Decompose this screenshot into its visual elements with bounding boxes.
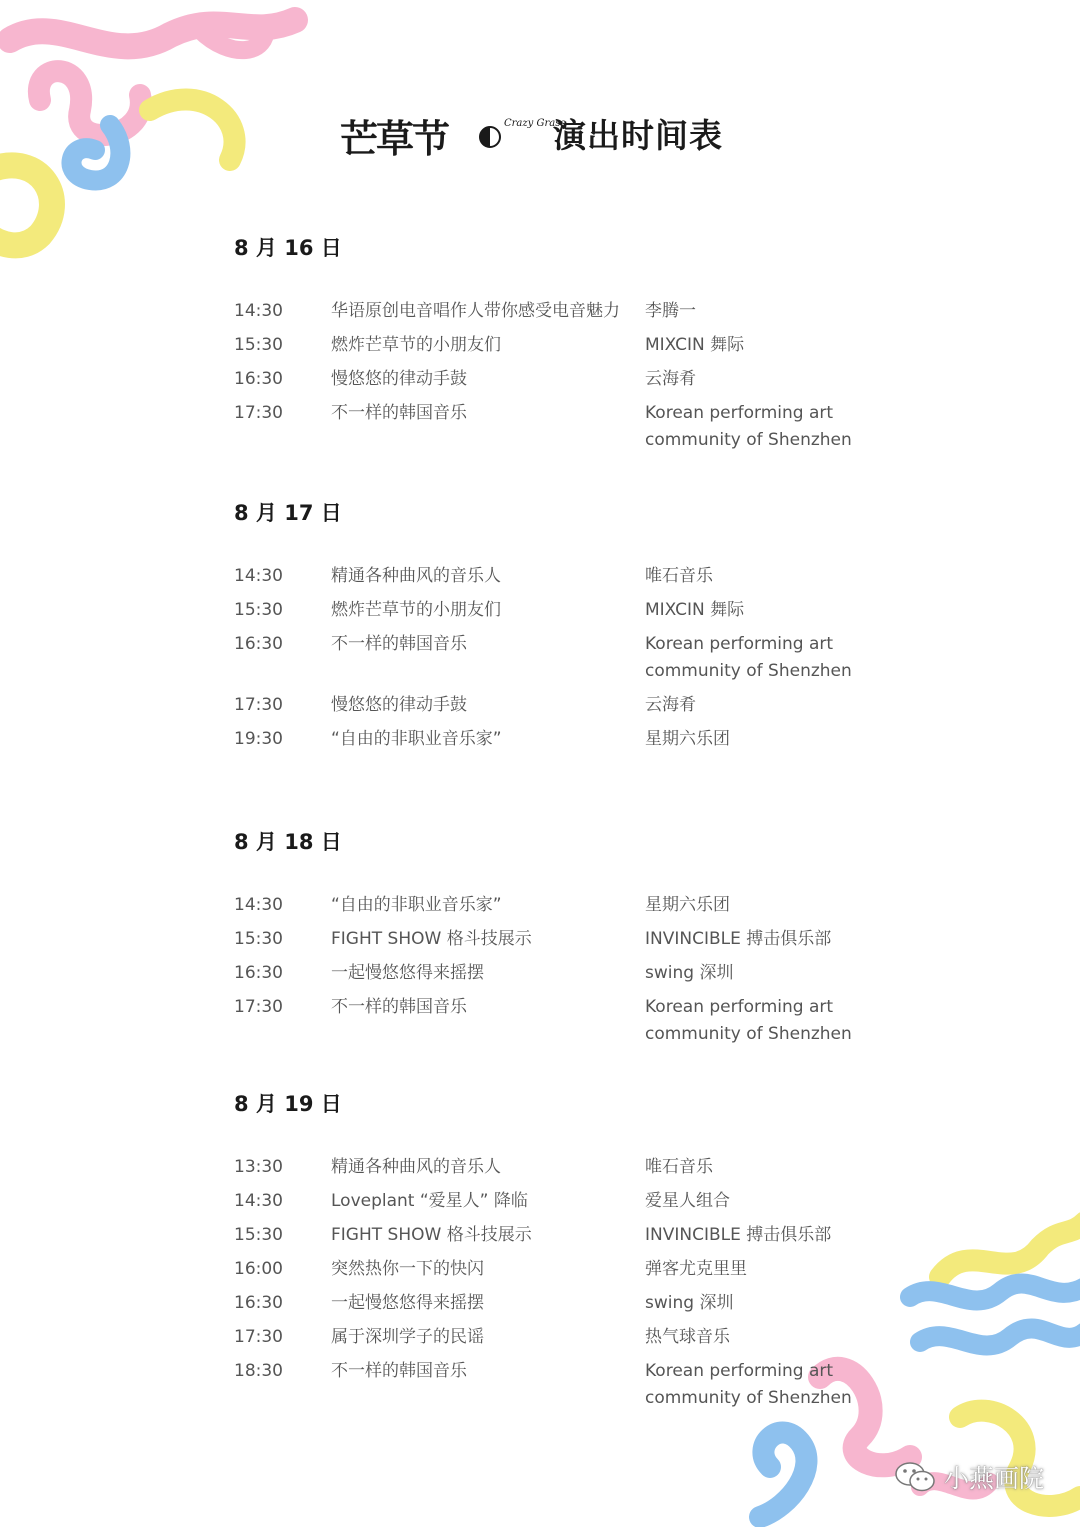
row-time: 13:30 [234,1157,283,1177]
schedule-row [234,1256,934,1283]
row-performer: MIXCIN 舞际 [645,335,745,355]
row-program: 不一样的韩国音乐 [331,403,467,423]
page-header [0,96,1080,166]
row-performer: 云海肴 [645,369,696,389]
schedule-row [234,631,934,685]
row-time: 16:30 [234,634,283,654]
row-program: FIGHT SHOW 格斗技展示 [331,929,532,949]
row-performer: 唯石音乐 [645,566,713,586]
row-time: 17:30 [234,403,283,423]
row-performer: Korean performing art community of Shenzhen [645,634,852,681]
row-program: 突然热你一下的快闪 [331,1259,484,1279]
row-program: 华语原创电音唱作人带你感受电音魅力 [331,301,620,321]
row-time: 14:30 [234,301,283,321]
schedule-row [234,994,934,1048]
schedule-row [234,1324,934,1351]
row-time: 17:30 [234,997,283,1017]
schedule-row [234,1358,934,1412]
festival-logo-text: 芒草节 [340,117,449,161]
schedule-row [234,597,934,624]
row-time: 14:30 [234,895,283,915]
row-performer: swing 深圳 [645,963,734,983]
row-performer: INVINCIBLE 搏击俱乐部 [645,929,832,949]
day-date: 8 月 19 日 [234,1092,342,1116]
schedule-row [234,563,934,590]
row-performer: swing 深圳 [645,1293,734,1313]
schedule-row [234,1290,934,1317]
schedule-row [234,1222,934,1249]
row-program: “自由的非职业音乐家” [331,895,502,915]
row-performer: 弹客尤克里里 [645,1259,747,1279]
row-time: 18:30 [234,1361,283,1381]
schedule-day-3 [234,826,934,1055]
row-time: 15:30 [234,335,283,355]
row-performer: 李腾一 [645,301,696,321]
row-performer: 星期六乐团 [645,729,730,749]
row-program: 精通各种曲风的音乐人 [331,566,501,586]
schedule-day-4 [234,1088,934,1419]
wechat-icon [894,1460,936,1494]
schedule-row [234,960,934,987]
schedule-day-2 [234,497,934,760]
row-time: 16:30 [234,369,283,389]
schedule-row [234,726,934,753]
row-time: 15:30 [234,600,283,620]
schedule-row [234,926,934,953]
schedule-row [234,332,934,359]
row-program: FIGHT SHOW 格斗技展示 [331,1225,532,1245]
row-program: 一起慢悠悠得来摇摆 [331,963,484,983]
row-program: 不一样的韩国音乐 [331,1361,467,1381]
watermark [894,1459,1044,1495]
row-performer: 云海肴 [645,695,696,715]
row-performer: Korean performing art community of Shenzhen [645,1361,852,1408]
schedule-row [234,366,934,393]
schedule-row [234,298,934,325]
row-time: 15:30 [234,1225,283,1245]
row-performer: INVINCIBLE 搏击俱乐部 [645,1225,832,1245]
watermark-text: 小燕画院 [943,1464,1044,1493]
row-program: 不一样的韩国音乐 [331,634,467,654]
schedule-row [234,1154,934,1181]
row-time: 14:30 [234,1191,283,1211]
schedule-row [234,1188,934,1215]
row-time: 17:30 [234,1327,283,1347]
row-time: 15:30 [234,929,283,949]
schedule-row [234,400,934,454]
festival-logo-script: Crazy Grass [504,118,566,129]
festival-logo-mark [478,110,566,150]
row-performer: 爱星人组合 [645,1191,730,1211]
row-time: 14:30 [234,566,283,586]
row-time: 16:30 [234,1293,283,1313]
row-time: 19:30 [234,729,283,749]
day-date: 8 月 18 日 [234,830,342,854]
page-title: 演出时间表 [553,116,723,155]
row-program: 属于深圳学子的民谣 [331,1327,484,1347]
row-program: 不一样的韩国音乐 [331,997,467,1017]
row-program: “自由的非职业音乐家” [331,729,502,749]
row-performer: 唯石音乐 [645,1157,713,1177]
row-program: 燃炸芒草节的小朋友们 [331,335,501,355]
row-time: 16:00 [234,1259,283,1279]
schedule-row [234,692,934,719]
row-program: 一起慢悠悠得来摇摆 [331,1293,484,1313]
row-program: Loveplant “爱星人” 降临 [331,1191,528,1211]
row-program: 慢悠悠的律动手鼓 [331,695,467,715]
row-performer: 热气球音乐 [645,1327,730,1347]
row-program: 燃炸芒草节的小朋友们 [331,600,501,620]
row-time: 16:30 [234,963,283,983]
row-time: 17:30 [234,695,283,715]
row-performer: 星期六乐团 [645,895,730,915]
row-program: 慢悠悠的律动手鼓 [331,369,467,389]
row-performer: Korean performing art community of Shenzhen [645,997,852,1044]
row-performer: Korean performing art community of Shenzhen [645,403,852,450]
schedule-day-1 [234,232,934,461]
day-date: 8 月 16 日 [234,236,342,260]
day-date: 8 月 17 日 [234,501,342,525]
row-program: 精通各种曲风的音乐人 [331,1157,501,1177]
row-performer: MIXCIN 舞际 [645,600,745,620]
schedule-row [234,892,934,919]
